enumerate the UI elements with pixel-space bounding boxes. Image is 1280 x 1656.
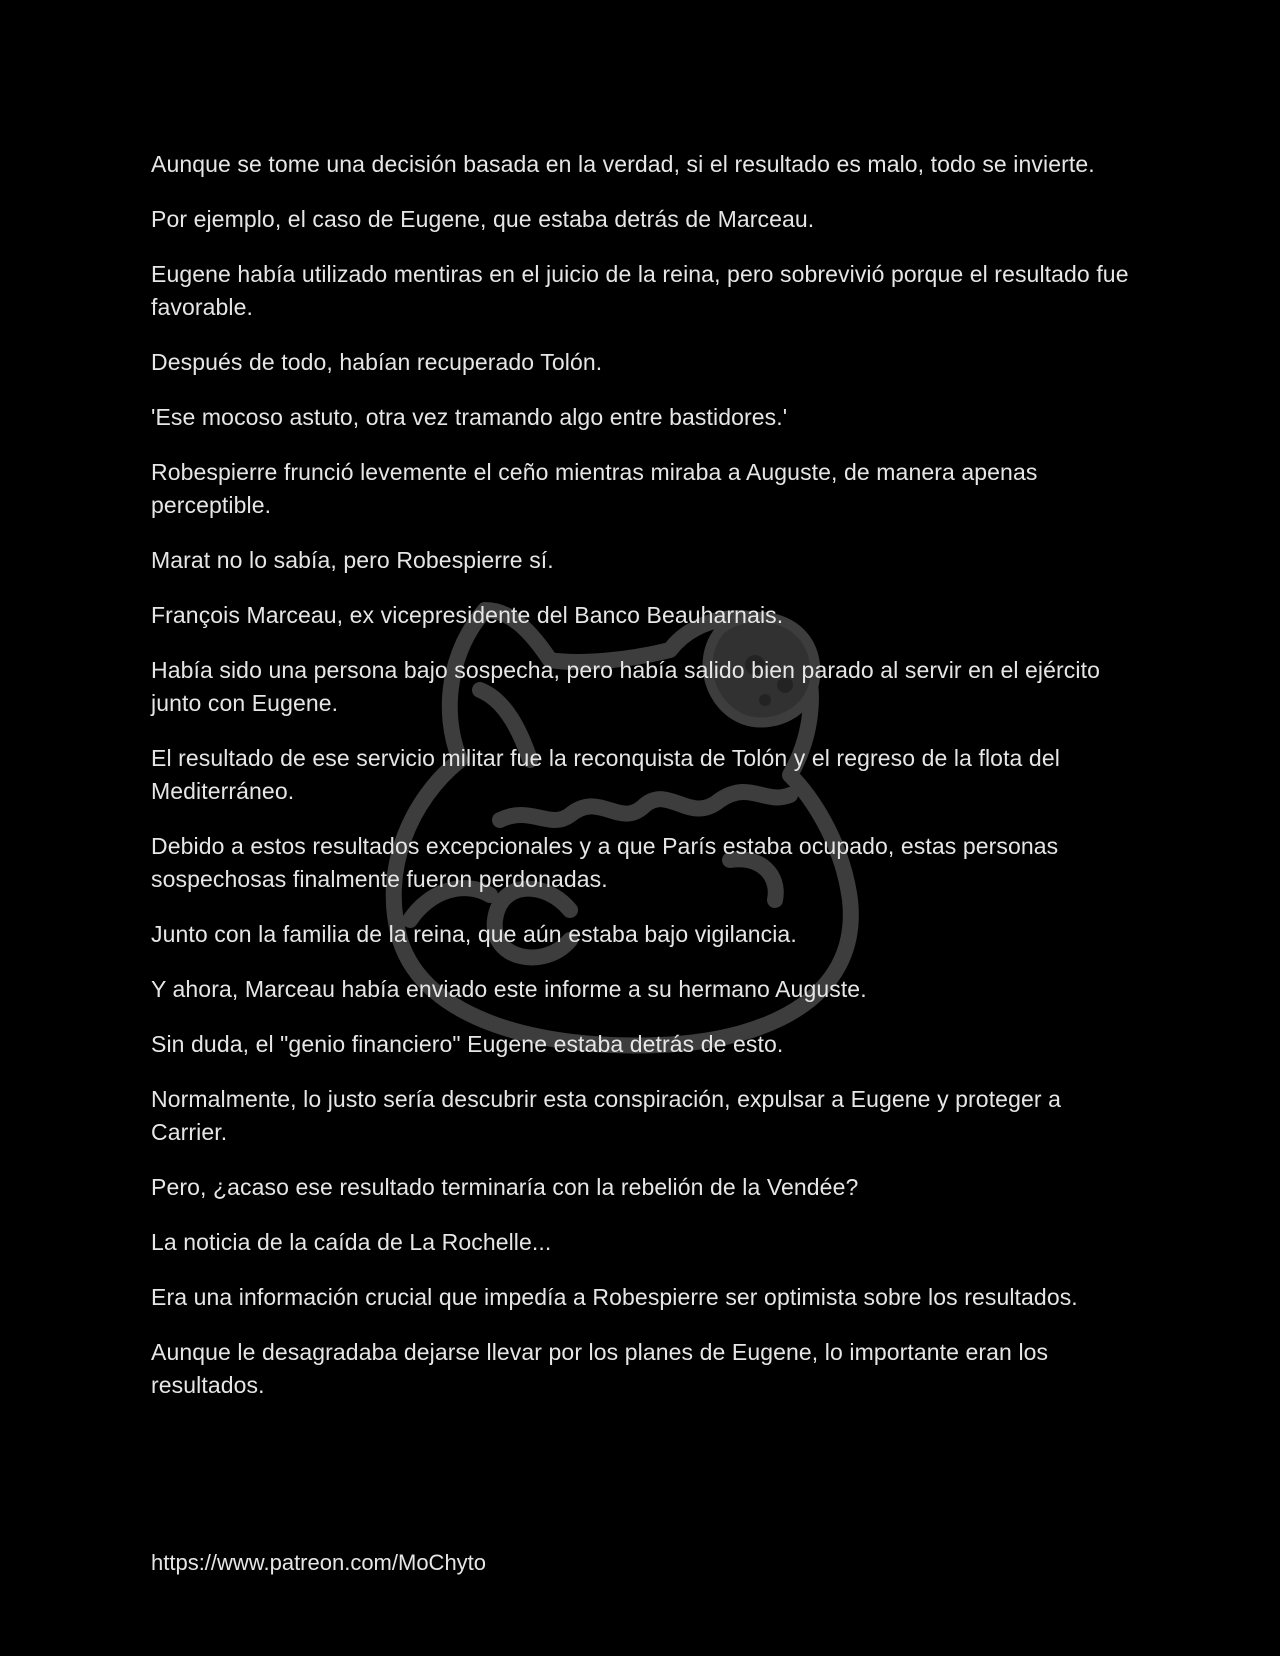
paragraph-7: Marat no lo sabía, pero Robespierre sí.	[151, 547, 554, 573]
paragraph-8: François Marceau, ex vicepresidente del Banco Beauharnais.	[151, 602, 784, 628]
paragraph-11: Debido a estos resultados excepcionales y a que París estaba ocupado, estas personas sospechosas finalmente fueron perdonadas.	[151, 833, 1059, 892]
paragraph-2: Por ejemplo, el caso de Eugene, que estaba detrás de Marceau.	[151, 206, 815, 232]
paragraph-5: 'Ese mocoso astuto, otra vez tramando algo entre bastidores.'	[151, 404, 788, 430]
paragraph-12: Junto con la familia de la reina, que aún estaba bajo vigilancia.	[151, 921, 797, 947]
paragraph-4: Después de todo, habían recuperado Tolón.	[151, 349, 603, 375]
paragraph-13: Y ahora, Marceau había enviado este informe a su hermano Auguste.	[151, 976, 867, 1002]
paragraph-6: Robespierre frunció levemente el ceño mientras miraba a Auguste, de manera apenas perceptible.	[151, 459, 1038, 518]
paragraph-14: Sin duda, el "genio financiero" Eugene estaba detrás de esto.	[151, 1031, 784, 1057]
paragraph-15: Normalmente, lo justo sería descubrir esta conspiración, expulsar a Eugene y proteger a Carrier.	[151, 1086, 1062, 1145]
paragraph-3: Eugene había utilizado mentiras en el juicio de la reina, pero sobrevivió porque el resultado fue favorable.	[151, 261, 1129, 320]
paragraph-17: La noticia de la caída de La Rochelle...	[151, 1229, 552, 1255]
patreon-link[interactable]: https://www.patreon.com/MoChyto	[151, 1550, 487, 1575]
paragraph-1: Aunque se tome una decisión basada en la verdad, si el resultado es malo, todo se invierte.	[151, 151, 1095, 177]
paragraph-9: Había sido una persona bajo sospecha, pero había salido bien parado al servir en el ejército junto con Eugene.	[151, 657, 1100, 716]
paragraph-16: Pero, ¿acaso ese resultado terminaría con la rebelión de la Vendée?	[151, 1174, 859, 1200]
paragraph-18: Era una información crucial que impedía a Robespierre ser optimista sobre los resultados.	[151, 1284, 1078, 1310]
paragraph-19: Aunque le desagradaba dejarse llevar por los planes de Eugene, lo importante eran los resultados.	[151, 1339, 1049, 1398]
document-body	[151, 148, 1141, 1424]
paragraph-10: El resultado de ese servicio militar fue la reconquista de Tolón y el regreso de la flota del Mediterráneo.	[151, 745, 1060, 804]
